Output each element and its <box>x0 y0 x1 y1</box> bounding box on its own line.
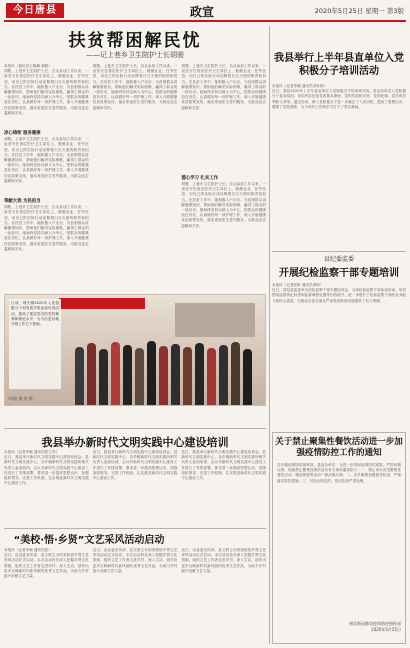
section-title: 政宣 <box>189 5 214 19</box>
lead-text: 胡骏，上巷乡卫生院护士长，自从参加工作以来，一直坚守在基层医疗卫生岗位上，兢兢业业，任劳任怨，用自己的实际行动诠释着白衣天使的职责和担当。在扶贫工作中，她积极入户走访，为贫困群众讲解健康知识，帮助他们解决实际困难，赢得了群众的一致好评。她始终坚持以病人为中心，把群众的健康放在首位，认真做好每一项护理工作，深入开展健康扶贫政策宣传，落实家庭医生签约服务，为群众送去温暖和关怀。 <box>4 69 89 115</box>
column-divider <box>269 26 270 644</box>
person-figure <box>183 347 192 405</box>
right-top-article-title: 我县举行上半年县直单位入党积极分子培训活动 <box>274 53 404 77</box>
bottom-article-2-text: 近日，由县委宣传部、县文联主办的美校悟乡贤文艺采风活动正式启动。本次活动旨在深入挖掘乡贤文化资源，组织文艺工作者走进乡村、深入生活，创作出更多反映新时代新风貌的优秀文艺作品，为助力乡村振兴贡献文艺力量。 <box>4 553 89 579</box>
lead-text: 胡骏，上巷乡卫生院护士长，自从参加工作以来，一直坚守在基层医疗卫生岗位上，兢兢业业，任劳任怨，用自己的实际行动诠释着白衣天使的职责和担当。在扶贫工作中，她积极入户走访，为贫困群众讲解健康知识，帮助他们解决实际困难，赢得了群众的一致好评。她始终坚持以病人为中心，把群众的健康放在首位，认真做好每一项护理工作，深入开展健康扶贫政策宣传，落实家庭医生签约服务，为群众送去温暖和关怀。 <box>181 64 267 110</box>
person-figure <box>135 348 144 405</box>
lead-text: 胡骏，上巷乡卫生院护士长，自从参加工作以来，一直坚守在基层医疗卫生岗位上，兢兢业业，任劳任怨，用自己的实际行动诠释着白衣天使的职责和担当。在扶贫工作中，她积极入户走访，为贫困群众讲解健康知识，帮助他们解决实际困难，赢得了群众的一致好评。她始终坚持以病人为中心，把群众的健康放在首位，认真做好每一项护理工作，深入开展健康扶贫政策宣传，落实家庭医生签约服务，为群众送去温暖和关怀。 <box>4 137 89 183</box>
lead-column-1 <box>4 64 89 288</box>
right-top-text: 近日，我县2020年上半年县直单位入党积极分子培训班开班。县直各单位入党积极分子参加培训。培训内容包括党的基本理论、党的性质和宗旨、党的纪律、党员的权利和义务等。通过培训，使入党积极分子进一步端正了入党动机，提高了思想认识，增强了党性修养，为今后的工作和学习打下了坚实基础。 <box>272 89 406 109</box>
bottom-article-2-title: “美校·悟·乡贤”文艺采风活动启动 <box>13 535 165 546</box>
person-figure <box>219 345 228 405</box>
section-divider <box>4 428 266 429</box>
person-figure <box>171 344 180 405</box>
person-figure <box>195 343 204 405</box>
lead-subhead-2: 奉献大我 为民担当 <box>4 199 41 205</box>
notice-title: 关于禁止聚集性餐饮活动进一步加强疫情防控工作的通知 <box>275 437 403 458</box>
person-figure <box>123 345 132 405</box>
person-figure <box>87 343 96 405</box>
person-figure <box>147 341 156 405</box>
lead-text: 胡骏，上巷乡卫生院护士长，自从参加工作以来，一直坚守在基层医疗卫生岗位上，兢兢业业，任劳任怨，用自己的实际行动诠释着白衣天使的职责和担当。在扶贫工作中，她积极入户走访，为贫困群众讲解健康知识，帮助他们解决实际困难，赢得了群众的一致好评。她始终坚持以病人为中心，把群众的健康放在首位，认真做好每一项护理工作，深入开展健康扶贫政策宣传，落实家庭医生签约服务，为群众送去温暖和关怀。 <box>181 182 267 228</box>
section-divider <box>272 251 406 252</box>
bottom-article-2-text: 近日，由县委宣传部、县文联主办的美校悟乡贤文艺采风活动正式启动。本次活动旨在深入挖掘乡贤文化资源，组织文艺工作者走进乡村、深入生活，创作出更多反映新时代新风貌的优秀文艺作品，为助力乡村振兴贡献文艺力量。 <box>181 548 267 573</box>
person-figure <box>99 349 108 405</box>
article-column <box>93 548 178 642</box>
person-figure <box>231 342 240 405</box>
lead-subhead-3: 德心学习 扎实工作 <box>181 176 218 181</box>
person-figure <box>75 347 84 405</box>
photo-caption: 日前，城关镇2020年入党积极分子和发展对象参加培训活动，提高了基层党员的党性修养和理论水平，为今后更好地开展工作打下基础。 <box>9 299 61 389</box>
bottom-article-1-byline: 本报讯（记者李颖 通讯员张立华） <box>4 450 60 454</box>
bottom-article-2-text: 近日，由县委宣传部、县文联主办的美校悟乡贤文艺采风活动正式启动。本次活动旨在深入挖掘乡贤文化资源，组织文艺工作者走进乡村、深入生活，创作出更多反映新时代新风貌的优秀文艺作品，为助力乡村振兴贡献文艺力量。 <box>92 548 178 573</box>
bottom-article-2-body <box>4 548 266 642</box>
right-top-byline: 本报讯（记者李颖 通讯员刘家祺） <box>272 84 328 88</box>
section-divider <box>4 528 266 529</box>
person-figure <box>159 346 168 405</box>
bottom-article-1-text: 近日，我县举行新时代文明实践中心建设培训会。县新时代文明实践中心、各乡镇新时代文明实践所相关负责人参加培训。会议对新时代文明实践中心建设工作进行了安排部署，要求进一步提高思想认识，加强组织领导，完善工作机制，扎实推进新时代文明实践中心建设工作。 <box>92 450 178 481</box>
right-mid-article-body <box>272 283 406 428</box>
notice-signature: 唐县新冠肺炎疫情防控指挥部 <box>349 621 401 626</box>
right-mid-text: 近日，县纪委监委举办纪检监察干部专题培训会，全体纪检监察干部参加培训。培训围绕监督执纪问责和监督调查处置等内容展开，进一步提升了纪检监察干部的业务能力和综合素质，为推动全县全面从严治党向纵深发展提供了有力保障。 <box>272 288 406 303</box>
lead-byline: 本报讯（通讯员王晓鹏 谢娟） <box>4 64 52 68</box>
lead-text: 胡骏，上巷乡卫生院护士长，自从参加工作以来，一直坚守在基层医疗卫生岗位上，兢兢业业，任劳任怨，用自己的实际行动诠释着白衣天使的职责和担当。在扶贫工作中，她积极入户走访，为贫困群众讲解健康知识，帮助他们解决实际困难，赢得了群众的一致好评。她始终坚持以病人为中心，把群众的健康放在首位，认真做好每一项护理工作，深入开展健康扶贫政策宣传，落实家庭医生签约服务，为群众送去温暖和关怀。 <box>4 205 89 251</box>
notice-body <box>277 463 401 623</box>
lead-text: 胡骏，上巷乡卫生院护士长，自从参加工作以来，一直坚守在基层医疗卫生岗位上，兢兢业业，任劳任怨，用自己的实际行动诠释着白衣天使的职责和担当。在扶贫工作中，她积极入户走访，为贫困群众讲解健康知识，帮助他们解决实际困难，赢得了群众的一致好评。她始终坚持以病人为中心，把群众的健康放在首位，认真做好每一项护理工作，深入开展健康扶贫政策宣传，落实家庭医生签约服务，为群众送去温暖和关怀。 <box>92 64 178 110</box>
article-column <box>181 450 266 526</box>
article-column <box>93 450 178 526</box>
photo-credit: （胡阳 摄 晓 摄） <box>6 396 37 401</box>
lead-article-subtitle: ——记上巷乡卫生院护士长胡骏 <box>86 51 184 59</box>
news-photo <box>4 294 266 406</box>
person-figure <box>111 342 120 405</box>
lead-article-title: 扶贫帮困解民忧 <box>68 31 202 51</box>
person-figure <box>207 348 216 405</box>
lead-subhead-1: 凉心铸衔 服务健康 <box>4 131 41 137</box>
notice-signature-block <box>277 621 401 633</box>
masthead <box>4 2 406 20</box>
bottom-article-1-title: 我县举办新时代文明实践中心建设培训 <box>41 436 229 449</box>
notice-box <box>272 432 406 644</box>
issue-date: 2020年5月25日 星期一 第3版 <box>314 7 404 15</box>
article-column <box>4 548 89 642</box>
bottom-article-1-body <box>4 450 266 526</box>
photo-wall-display <box>175 303 255 337</box>
lead-article-body <box>4 64 266 288</box>
right-mid-article-title: 开展纪检监察干部专题培训 <box>279 268 399 279</box>
lead-column-2 <box>93 64 178 288</box>
bottom-article-1-text: 近日，我县举行新时代文明实践中心建设培训会。县新时代文明实践中心、各乡镇新时代文明实践所相关负责人参加培训。会议对新时代文明实践中心建设工作进行了安排部署，要求进一步提高思想认识，加强组织领导，完善工作机制，扎实推进新时代文明实践中心建设工作。 <box>4 455 89 486</box>
photo-red-banner <box>59 298 145 309</box>
article-column <box>181 548 266 642</box>
article-column <box>4 450 89 526</box>
bottom-article-2-byline: 本报讯（记者李颖 通讯员张） <box>4 548 52 552</box>
newspaper-logo: 今日唐县 <box>6 3 64 18</box>
bottom-article-1-text: 近日，我县举行新时代文明实践中心建设培训会。县新时代文明实践中心、各乡镇新时代文明实践所相关负责人参加培训。会议对新时代文明实践中心建设工作进行了安排部署，要求进一步提高思想认识，加强组织领导，完善工作机制，扎实推进新时代文明实践中心建设工作。 <box>181 450 267 481</box>
person-figure <box>243 349 252 405</box>
right-top-article-body <box>272 84 406 252</box>
notice-date: 2020年5月25日 <box>371 627 401 632</box>
right-mid-byline: 本报讯（记者张栋 通讯员李盼） <box>272 283 324 287</box>
right-mid-kicker: 县纪委监委 <box>323 256 354 263</box>
lead-column-3 <box>181 64 266 288</box>
masthead-rule <box>4 20 406 22</box>
notice-text: 各乡镇疫情防控指挥部，县直各单位：为进一步巩固疫情防控成果，严防疫情反弹，现就禁止聚集性餐饮活动有关事项通知如下：一、禁止举办各类聚集性餐饮活动，婚丧嫁娶等活动一律从简办理；二、各乡镇要加强督导检查，严格落实防控措施；三、对违反规定的，依法依规严肃处理。 <box>277 463 401 483</box>
